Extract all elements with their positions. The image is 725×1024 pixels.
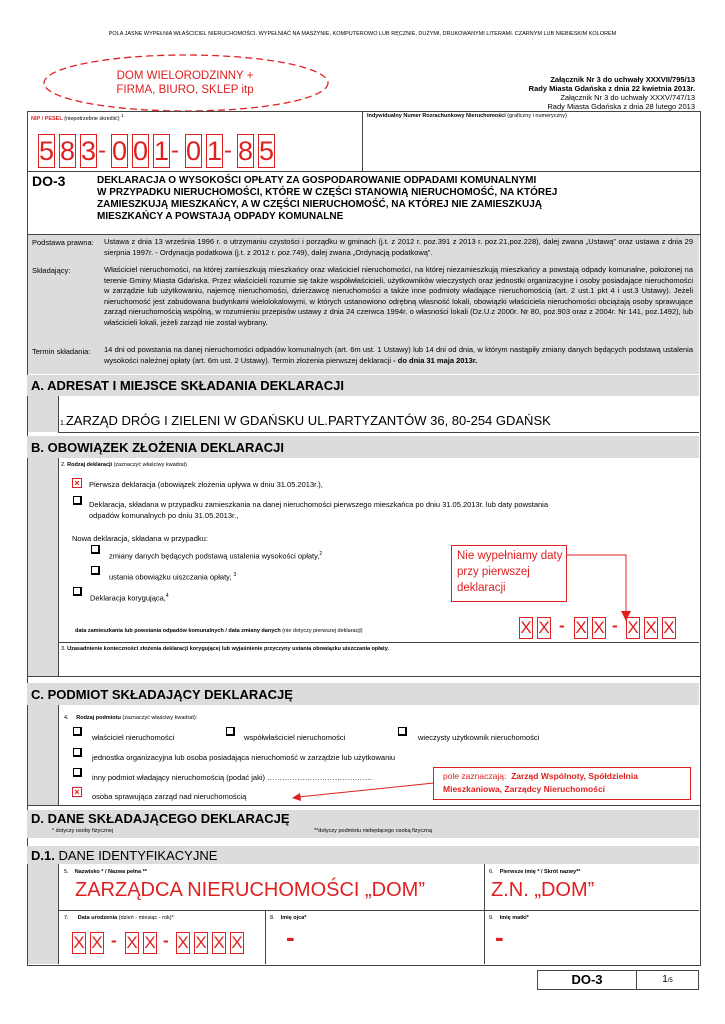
section-d-title: D. DANE SKŁADAJĄCEGO DEKLARACJĘ (27, 810, 699, 838)
coowner-checkbox[interactable] (226, 727, 235, 736)
nip-digit-4[interactable]: 0 (112, 136, 128, 166)
org-unit-label: jednostka organizacyjna lub osoba posiadająca nieruchomość w zarządzie lub użytkowaniu (92, 753, 396, 762)
form-code: DO-3 (32, 173, 66, 189)
obligation-end-checkbox[interactable] (91, 566, 100, 575)
annex-line-2: Rady Miasta Gdańska z dnia 22 kwietnia 2013r. (528, 84, 695, 93)
father-name-value[interactable]: - (286, 922, 295, 952)
footer-form-code: DO-3 (537, 970, 637, 990)
nip-digit-6[interactable]: 1 (154, 136, 170, 166)
addressee: 1.ZARZĄD DRÓG I ZIELENI W GDAŃSKU UL.PARTYZANTÓW 36, 80-254 GDAŃSK (60, 413, 551, 428)
stamp-ellipse (38, 51, 334, 115)
note-arrow (566, 553, 636, 623)
note-natural-person: * dotyczy osoby fizycznej (52, 828, 114, 834)
section-b-title: B. OBOWIĄZEK ZŁOŻENIA DEKLARACJI (27, 436, 699, 458)
nip-separator: - (171, 137, 179, 164)
other-entity-label: inny podmiot władający nieruchomością (podać jaki) …………………………………… (92, 773, 373, 782)
page-number: 1/5 (637, 970, 699, 990)
legal-basis-text: Ustawa z dnia 13 września 1996 r. o utrzymaniu czystości i porządku w gminach (j.t. z 2012 r. poz.391 z 2013 r. poz.21,poz.228), dalej zwana „Ustawą” oraz ustawa z dnia 29 sierpnia 1997r. - Ordynacja podatkowa (j.t. z 2012 r. poz.749), dalej zwana „Ordynacją podatkową”. (104, 237, 693, 257)
filer-text: Właściciel nieruchomości, na której zamieszkują mieszkańcy oraz właściciel nieruchomości, na której niezamieszkują mieszkańcy a powstają odpady komunalne, położonej na terenie Gminy Miasta Gdańska. Przez właścicieli rozumie się także współwłaścicieli, użytkowników wieczystych oraz jednostki organizacyjne i osoby posiadające nieruchomości w zarządzie lub użytkowaniu, najemcę nieruchomości, dzierżawcę nieruchomości a także inne podmioty władające nieruchomością (art. 2 ust.1 pkt 4 i ust.3 Ustawy). Jeżeli nieruchomość jest zabudowana budynkami wielolokalowymi, w których ustanowiono odrębną własność lokali, obowiązki właściciela nieruchomości obciążają osoby sprawujące zarząd nieruchomością wspólną, w rozumieniu przepisów ustawy z dnia 24 czerwca 1994r. o własności lokali (Dz.U.z 2000r. Nr 80, poz.903 oraz z 2004r. Nr 141, poz.1492), lub właścicieli lokali, jeżeli zarząd nie został wybrany. (104, 265, 693, 327)
data-change-checkbox[interactable] (91, 545, 100, 554)
data-change-label: zmiany danych będących podstawą ustalenia wysokości opłaty,$^2$ (109, 551, 323, 561)
property-manager-checkbox[interactable]: × (72, 787, 82, 797)
field-7-label: 7. Data urodzenia (dzień - miesiąc - rok)* (64, 915, 174, 921)
date-field-label: data zamieszkania lub powstania odpadów komunalnych / data zmiany danych (nie dotyczy pierwszej deklaracji) (75, 628, 363, 634)
nip-separator: - (98, 137, 106, 164)
birth-date-separator: - (111, 931, 117, 950)
stamp-line-2: FIRMA, BIURO, SKLEP itp (116, 84, 254, 96)
date-char-2[interactable]: X (538, 618, 550, 637)
org-unit-checkbox[interactable] (73, 748, 82, 757)
birth-date-char-1[interactable]: X (73, 933, 85, 952)
birth-date-char-4[interactable]: X (144, 933, 156, 952)
date-char-6[interactable]: X (645, 618, 657, 637)
indiv-number-label: Indywidualny Numer Rozrachunkowy Nieruchomości (graficzny i numeryczny) (367, 113, 567, 119)
other-entity-checkbox[interactable] (73, 768, 82, 777)
date-char-3[interactable]: X (575, 618, 587, 637)
field-8-label: 8. Imię ojca* (270, 915, 307, 921)
birth-date-char-5[interactable]: X (177, 933, 189, 952)
date-char-4[interactable]: X (593, 618, 605, 637)
entity-type-label: 4. Rodzaj podmiotu (zaznaczyć właściwy kwadrat): (64, 715, 198, 721)
short-name-value[interactable]: Z.N. „DOM” (491, 879, 595, 901)
section-c-title: C. PODMIOT SKŁADAJĄCY DEKLARACJĘ (27, 683, 699, 705)
correction-label: Deklaracja korygująca,$^4$ (90, 593, 169, 603)
obligation-end-label: ustania obowiązku uiszczania opłaty, $^3$ (109, 572, 237, 582)
coowner-label: współwłaściciel nieruchomości (244, 733, 346, 742)
full-name-value[interactable]: ZARZĄDCA NIERUCHOMOŚCI „DOM” (75, 879, 425, 901)
nip-digit-10[interactable]: 5 (259, 136, 275, 166)
section-d1-title: D.1. DANE IDENTYFIKACYJNE (27, 846, 699, 864)
field-9-label: 9. Imię matki* (489, 915, 529, 921)
date-char-1[interactable]: X (520, 618, 532, 637)
declaration-type-label: 2. Rodzaj deklaracji (zaznaczyć właściwy kwadrat) (61, 462, 187, 468)
date-char-7[interactable]: X (663, 618, 675, 637)
birth-date-char-7[interactable]: X (213, 933, 225, 952)
nip-label: NIP / PESEL (niepotrzebne skreślić) $^1$ (31, 113, 124, 122)
mother-name-value[interactable]: - (495, 922, 504, 952)
form-title: DEKLARACJA O WYSOKOŚCI OPŁATY ZA GOSPODAROWANIE ODPADAMI KOMUNALNYMI W PRZYPADKU NIERUCHOMOŚCI, KTÓRE W CZĘŚCI STANOWIĄ NIERUCHOMOŚĆ, NA KTÓREJ ZAMIESZKUJĄ MIESZKAŃCY, A W CZĘŚCI NIERUCHOMOŚĆ, NA KTÓREJ NIE ZAMIESZKUJĄ MIESZKAŃCY A POWSTAJĄ ODPADY KOMUNALNE (97, 175, 558, 222)
manager-note: pole zaznaczają: Zarząd Wspólnoty, Spółdzielnia Mieszkaniowa, Zarządcy Nieruchomości (443, 771, 638, 794)
perpetual-user-checkbox[interactable] (398, 727, 407, 736)
birth-date-char-8[interactable]: X (231, 933, 243, 952)
date-separator: - (612, 616, 618, 635)
birth-date-char-2[interactable]: X (91, 933, 103, 952)
new-declaration-label: Nowa deklaracja, składana w przypadku: (72, 534, 208, 543)
nip-digit-5[interactable]: 0 (133, 136, 149, 166)
date-note: Nie wypełniamy daty przy pierwszej deklaracji (457, 550, 563, 594)
birth-date-char-6[interactable]: X (195, 933, 207, 952)
nip-digit-7[interactable]: 0 (186, 136, 202, 166)
move-in-declaration-checkbox[interactable] (73, 496, 82, 505)
date-separator: - (559, 616, 565, 635)
nip-digit-2[interactable]: 8 (60, 136, 76, 166)
correction-checkbox[interactable] (73, 587, 82, 596)
stamp-line-1: DOM WIELORODZINNY + (116, 70, 254, 82)
owner-label: właściciel nieruchomości (92, 733, 175, 742)
manager-arrow (290, 782, 435, 802)
justification-label: 3. Uzasadnienie konieczności złożenia deklaracji korygującej lub wyjaśnienie przyczyny ustania obowiązku uiszczania opłaty. (61, 646, 389, 652)
section-a-title: A. ADRESAT I MIEJSCE SKŁADANIA DEKLARACJI (27, 375, 699, 396)
form-instruction: POLA JASNE WYPEŁNIA WŁAŚCICIEL NIERUCHOMOŚCI. WYPEŁNIAĆ NA MASZYNIE, KOMPUTEROWO LUB RĘCZNIE, DUŻYMI, DRUKOWANYMI LITERAMI. CZARNYM LUB NIEBIESKIM KOLOREM (108, 31, 617, 37)
nip-digit-3[interactable]: 3 (81, 136, 97, 166)
legal-basis-label: Podstawa prawna: (32, 238, 94, 247)
birth-date-char-3[interactable]: X (126, 933, 138, 952)
deadline-text: 14 dni od powstania na danej nieruchomości odpadów komunalnych (art. 6m ust. 1 Ustawy) lub 14 dni od dnia, w którym nastąpiły zmiany danych będących podstawą ustalenia wysokości należnej opłaty (art. 6m ust. 2 Ustawy). Termin złożenia pierwszej deklaracji - do dnia 31 maja 2013r. (104, 345, 693, 365)
annex-line-1: Załącznik Nr 3 do uchwały XXXVII/795/13 (550, 75, 695, 84)
annex-line-3: Załącznik Nr 3 do uchwały XXXV/747/13 (560, 93, 695, 102)
deadline-label: Termin składania: (32, 347, 91, 356)
first-declaration-label: Pierwsza deklaracja (obowiązek złożenia upływa w dniu 31.05.2013r.), (89, 480, 323, 489)
nip-separator: - (224, 137, 232, 164)
note-legal-entity: **dotyczy podmiotu niebędącego osobą fizyczną (314, 828, 433, 834)
nip-digit-8[interactable]: 1 (207, 136, 223, 166)
move-in-declaration-label: Deklaracja, składana w przypadku zamieszkania na danej nieruchomości pierwszego mieszkańca po dniu 31.05.2013r. lub daty powstania odpadów komunalnych po dniu 31.05.2013r., (89, 500, 549, 520)
owner-checkbox[interactable] (73, 727, 82, 736)
property-manager-label: osoba sprawująca zarząd nad nieruchomością (92, 792, 247, 801)
annex-line-4: Rady Miasta Gdańska z dnia 28 lutego 2013 (547, 102, 695, 111)
perpetual-user-label: wieczysty użytkownik nieruchomości (418, 733, 540, 742)
nip-digit-9[interactable]: 8 (238, 136, 254, 166)
field-6-label: 6. Pierwsze imię * / Skrót nazwy** (489, 869, 581, 875)
first-declaration-checkbox[interactable]: × (72, 478, 82, 488)
field-5-label: 5. Nazwisko * / Nazwa pełna ** (64, 869, 147, 875)
date-char-5[interactable]: X (627, 618, 639, 637)
nip-digit-1[interactable]: 5 (39, 136, 55, 166)
birth-date-separator: - (163, 931, 169, 950)
filer-label: Składający: (32, 266, 71, 275)
